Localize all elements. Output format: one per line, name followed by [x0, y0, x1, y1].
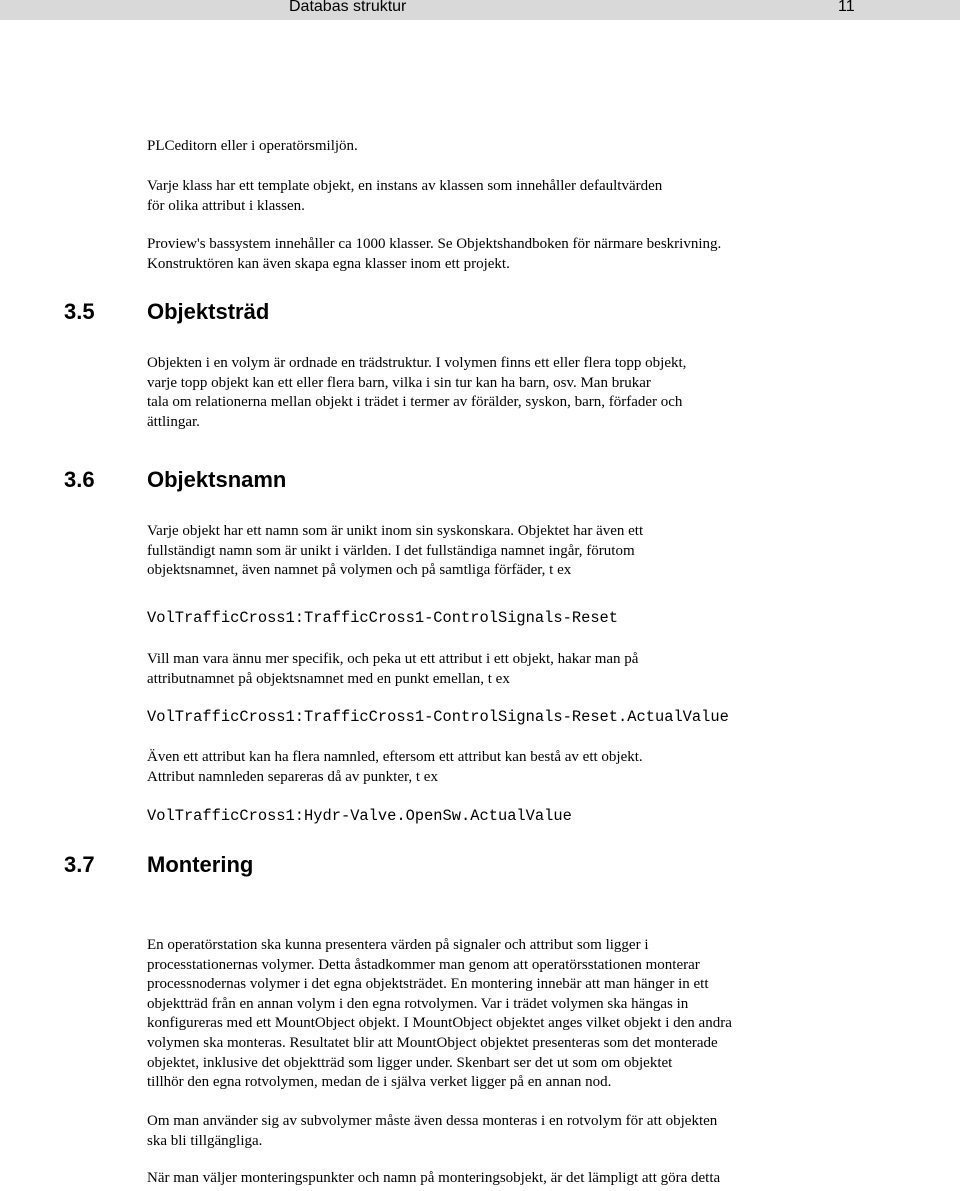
header-title: Databas struktur	[289, 0, 407, 15]
text-line: objektsnamnet, även namnet på volymen och på samtliga förfäder, t ex	[147, 562, 572, 579]
section-title: Objektsnamn	[147, 467, 287, 492]
text-line: Varje objekt har ett namn som är unikt inom sin syskonskara. Objektet har även ett	[147, 523, 644, 539]
text-line: tala om relationerna mellan objekt i trädet i termer av förälder, syskon, barn, förfader och	[147, 394, 683, 411]
text-line: PLCeditorn eller i operatörsmiljön.	[147, 138, 358, 154]
text-line: konfigureras med ett MountObject objekt. I MountObject objektet anges vilket objekt i den andra	[147, 1015, 732, 1032]
page-header	[0, 0, 960, 20]
text-line: När man väljer monteringspunkter och namn på monteringsobjekt, är det lämpligt att göra detta	[147, 1170, 721, 1186]
page-number: 11	[838, 0, 855, 15]
code-example-1: VolTrafficCross1:TrafficCross1-ControlSignals-Reset	[147, 609, 619, 627]
text-line: tillhör den egna rotvolymen, medan de i själva verket ligger på en annan nod.	[147, 1074, 612, 1091]
text-line: Även ett attribut kan ha flera namnled, eftersom ett attribut kan bestå av ett objekt.	[147, 749, 643, 765]
section-3-7-paragraph-2	[147, 1112, 937, 1151]
section-3-6-paragraph-3	[147, 748, 937, 787]
text-line: Attribut namnleden separeras då av punkter, t ex	[147, 768, 438, 785]
text-line: Proview's bassystem innehåller ca 1000 klasser. Se Objektshandboken för närmare beskrivning.	[147, 236, 722, 252]
intro-paragraph-1	[147, 137, 937, 157]
text-line: ättlingar.	[147, 413, 200, 430]
text-line: Vill man vara ännu mer specifik, och peka ut ett attribut i ett objekt, hakar man på	[147, 651, 639, 667]
intro-paragraph-3	[147, 235, 937, 274]
text-line: En operatörstation ska kunna presentera värden på signaler och attribut som ligger i	[147, 937, 649, 953]
text-line: objektträd från en annan volym i den egna rotvolymen. Var i trädet volymen ska hängas in	[147, 995, 689, 1012]
text-line: objektet, inklusive det objektträd som ligger under. Skenbart ser det ut som om objektet	[147, 1054, 673, 1071]
section-number: 3.7	[64, 852, 95, 877]
section-number: 3.6	[64, 467, 95, 492]
section-title: Montering	[147, 852, 254, 877]
text-line: Objekten i en volym är ordnade en trädstruktur. I volymen finns ett eller flera topp objekt,	[147, 355, 687, 371]
section-number: 3.5	[64, 299, 95, 324]
text-line: varje topp objekt kan ett eller flera barn, vilka i sin tur kan ha barn, osv. Man brukar	[147, 374, 651, 391]
text-line: processtationernas volymer. Detta åstadkommer man genom att operatörsstationen monterar	[147, 956, 700, 973]
section-3-7-paragraph-3	[147, 1169, 937, 1189]
text-line: ska bli tillgängliga.	[147, 1132, 263, 1149]
code-example-2: VolTrafficCross1:TrafficCross1-ControlSignals-Reset.ActualValue	[147, 708, 729, 726]
section-3-7-paragraph-1	[147, 936, 937, 1093]
intro-paragraph-2	[147, 177, 937, 216]
text-line: processnodernas volymer i det egna objektsträdet. En montering innebär att man hänger in ett	[147, 976, 709, 993]
text-line: Konstruktören kan även skapa egna klasser inom ett projekt.	[147, 255, 510, 272]
text-line: attributnamnet på objektsnamnet med en punkt emellan, t ex	[147, 670, 510, 687]
section-3-5-paragraph	[147, 354, 937, 432]
text-line: för olika attribut i klassen.	[147, 197, 305, 214]
text-line: volymen ska monteras. Resultatet blir att MountObject objektet presenteras som det monterade	[147, 1034, 718, 1051]
text-line: Om man använder sig av subvolymer måste även dessa monteras i en rotvolym för att objekten	[147, 1113, 718, 1129]
section-3-6-paragraph-1	[147, 522, 937, 581]
section-3-6-paragraph-2	[147, 650, 937, 689]
code-example-3: VolTrafficCross1:Hydr-Valve.OpenSw.ActualValue	[147, 807, 572, 825]
text-line: fullständigt namn som är unikt i världen. I det fullständiga namnet ingår, förutom	[147, 542, 635, 559]
section-title: Objektsträd	[147, 299, 270, 324]
text-line: Varje klass har ett template objekt, en instans av klassen som innehåller defaultvärden	[147, 178, 663, 194]
